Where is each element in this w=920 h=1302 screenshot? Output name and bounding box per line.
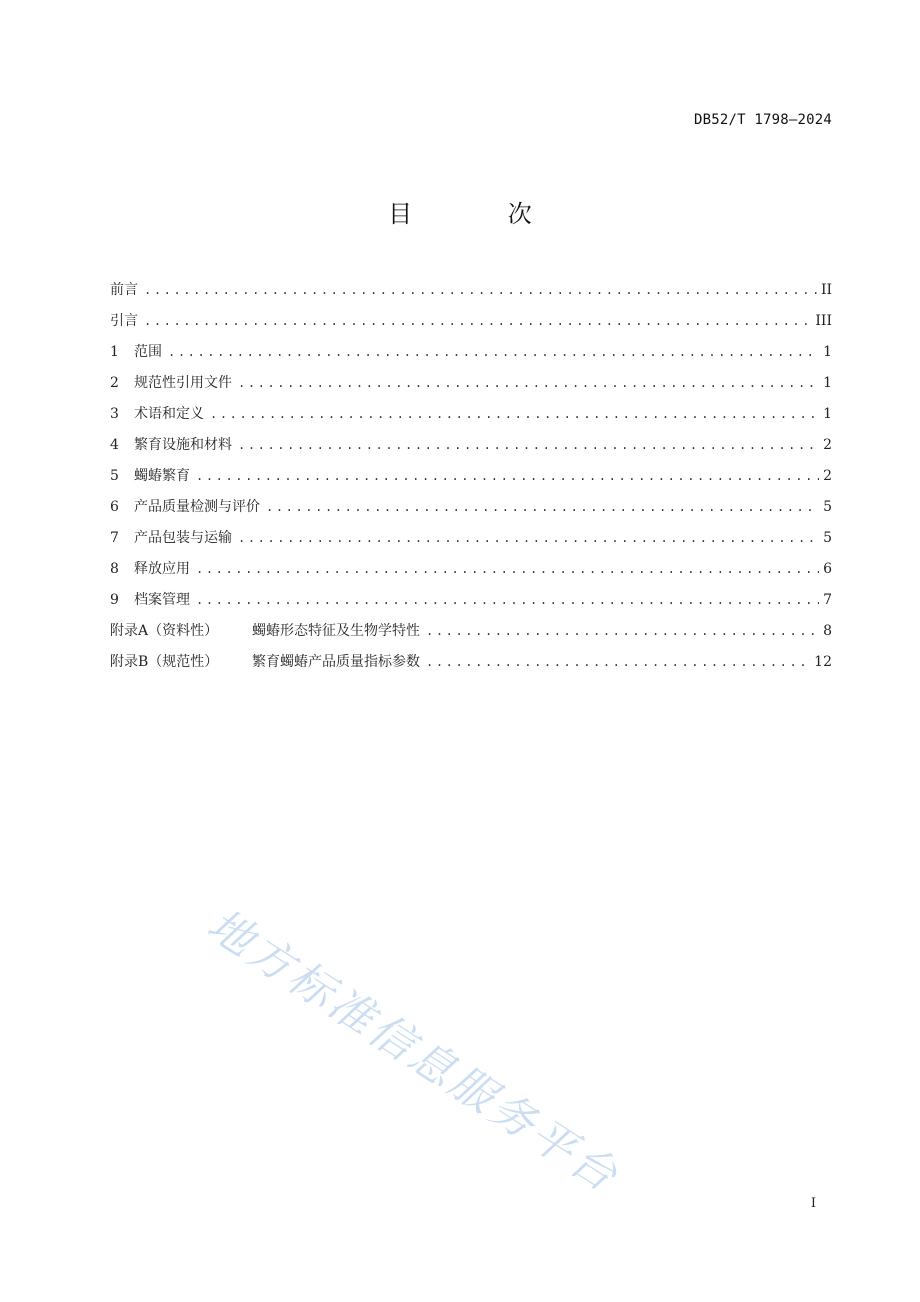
toc-entry-label: 3 术语和定义 <box>110 402 204 426</box>
toc-entry-appendix-b[interactable] <box>110 650 832 681</box>
document-code: DB52/T 1798—2024 <box>693 112 832 128</box>
table-of-contents <box>110 278 832 681</box>
toc-page-number: 1 <box>823 375 832 391</box>
toc-entry-terms-definitions[interactable] <box>110 402 832 433</box>
toc-dot-leader <box>144 278 817 302</box>
toc-page-number: 2 <box>823 437 832 453</box>
toc-entry-label: 6 产品质量检测与评价 <box>110 495 260 519</box>
toc-entry-packaging-transport[interactable] <box>110 526 832 557</box>
toc-dot-leader <box>196 557 819 581</box>
toc-entry-scope[interactable] <box>110 340 832 371</box>
toc-entry-label: 1 范围 <box>110 340 162 364</box>
page-number: I <box>810 1196 816 1211</box>
toc-dot-leader <box>238 526 819 550</box>
toc-entry-foreword[interactable] <box>110 278 832 309</box>
toc-page-number: 1 <box>823 406 832 422</box>
toc-dot-leader <box>144 309 811 333</box>
toc-section-number: 9 <box>110 592 119 608</box>
toc-page-number: 2 <box>823 468 832 484</box>
toc-page-number: 8 <box>823 623 832 639</box>
toc-entry-appendix-a[interactable] <box>110 619 832 650</box>
toc-page-number: 5 <box>823 499 832 515</box>
toc-entry-release-application[interactable] <box>110 557 832 588</box>
toc-page-number: 1 <box>823 344 832 360</box>
toc-section-number: 4 <box>110 437 119 453</box>
toc-dot-leader <box>196 464 819 488</box>
toc-entry-normative-references[interactable] <box>110 371 832 402</box>
toc-section-number: 5 <box>110 468 119 484</box>
toc-entry-label: 4 繁育设施和材料 <box>110 433 232 457</box>
toc-entry-label: 2 规范性引用文件 <box>110 371 232 395</box>
toc-section-number: 2 <box>110 375 119 391</box>
toc-dot-leader <box>426 650 810 674</box>
toc-entry-records-management[interactable] <box>110 588 832 619</box>
toc-appendix-tag: 附录A（资料性） <box>110 623 219 639</box>
toc-dot-leader <box>238 433 819 457</box>
toc-entry-quality-inspection[interactable] <box>110 495 832 526</box>
watermark: 地方标准信息服务平台 <box>198 899 629 1204</box>
toc-dot-leader <box>426 619 819 643</box>
toc-section-number: 8 <box>110 561 119 577</box>
toc-dot-leader <box>168 340 819 364</box>
toc-entry-breeding[interactable] <box>110 464 832 495</box>
toc-page-number: II <box>820 282 832 298</box>
toc-dot-leader <box>238 371 819 395</box>
toc-dot-leader <box>196 588 819 612</box>
toc-dot-leader <box>266 495 819 519</box>
toc-section-number: 6 <box>110 499 119 515</box>
toc-section-number: 3 <box>110 406 119 422</box>
toc-entry-label: 附录A（资料性） 蠋蝽形态特征及生物学特性 <box>110 619 420 643</box>
toc-entry-label: 附录B（规范性） 繁育蠋蝽产品质量指标参数 <box>110 650 420 674</box>
toc-entry-introduction[interactable] <box>110 309 832 340</box>
toc-page-number: 6 <box>823 561 832 577</box>
toc-entry-breeding-facilities[interactable] <box>110 433 832 464</box>
toc-page-number: 7 <box>823 592 832 608</box>
toc-entry-label: 9 档案管理 <box>110 588 190 612</box>
toc-appendix-tag: 附录B（规范性） <box>110 654 219 670</box>
toc-entry-label: 5 蠋蝽繁育 <box>110 464 190 488</box>
toc-page-number: III <box>815 313 832 329</box>
toc-entry-label: 前言 <box>110 282 138 298</box>
toc-title: 目 次 <box>388 200 576 228</box>
toc-page-number: 5 <box>823 530 832 546</box>
toc-dot-leader <box>210 402 819 426</box>
toc-entry-label: 7 产品包装与运输 <box>110 526 232 550</box>
toc-section-number: 1 <box>110 344 119 360</box>
toc-page-number: 12 <box>814 654 832 670</box>
toc-section-number: 7 <box>110 530 119 546</box>
toc-entry-label: 引言 <box>110 313 138 329</box>
toc-entry-label: 8 释放应用 <box>110 557 190 581</box>
